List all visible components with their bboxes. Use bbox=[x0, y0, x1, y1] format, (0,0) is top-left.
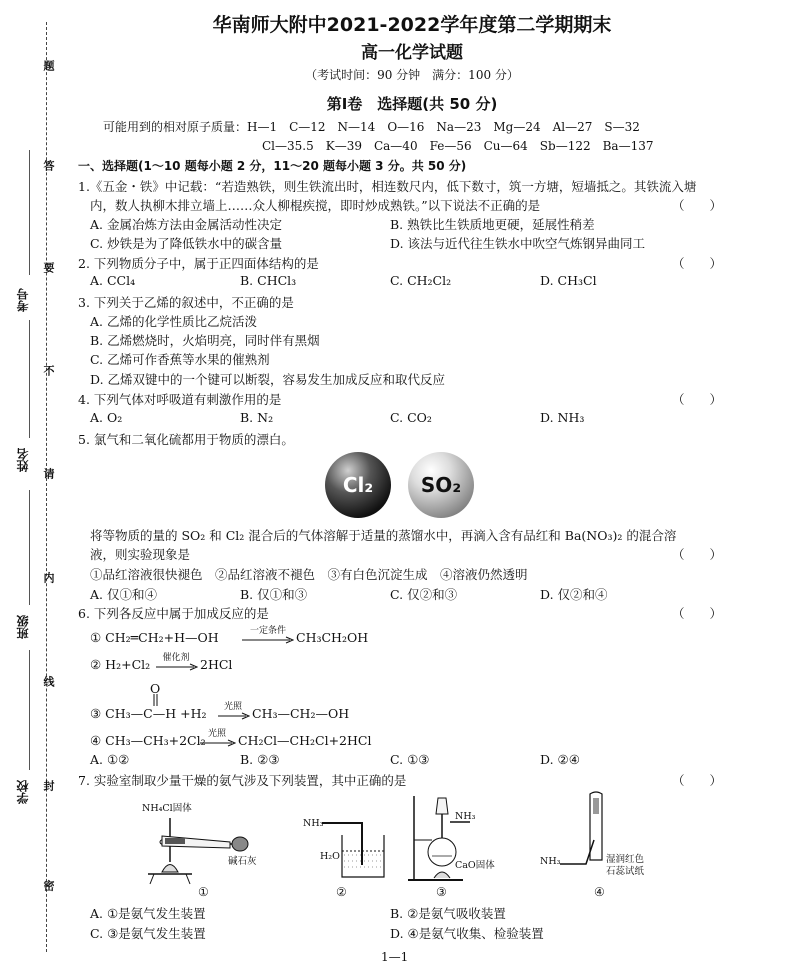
q6-option-d: D. ②④ bbox=[540, 752, 580, 767]
fig1-label: NH₄Cl固体 bbox=[142, 803, 192, 814]
field-line bbox=[29, 490, 30, 605]
answer-paren: （ ） bbox=[672, 256, 723, 271]
q6-option-b: B. ②③ bbox=[240, 752, 280, 767]
q6-reaction-3: ③ CH₃—C—H +H₂ bbox=[90, 706, 207, 721]
q4-option-d: D. NH₃ bbox=[540, 410, 585, 425]
field-line bbox=[29, 650, 30, 770]
q2-option-c: C. CH₂Cl₂ bbox=[390, 273, 452, 288]
q5-option-c: C. 仅②和③ bbox=[390, 587, 458, 602]
answer-paren: （ ） bbox=[672, 392, 723, 407]
q5-items: ①品红溶液很快褪色 ②品红溶液不褪色 ③有白色沉淀生成 ④溶液仍然透明 bbox=[90, 567, 528, 582]
q6-r3-condition: 光照 bbox=[223, 702, 242, 712]
answer-paren: （ ） bbox=[672, 198, 723, 213]
q3-stem: 3. 下列关于乙烯的叙述中，不正确的是 bbox=[78, 295, 294, 310]
atomic-masses-line-1: 可能用到的相对原子质量：H—1 C—12 N—14 O—16 Na—23 Mg—24 Al—27 S—32 bbox=[103, 120, 640, 134]
section-heading: 第Ⅰ卷 选择题(共 50 分) bbox=[326, 95, 498, 113]
field-class: 班级 bbox=[16, 615, 30, 639]
q2-stem: 2. 下列物质分子中，属于正四面体结构的是 bbox=[78, 256, 319, 271]
reaction-arrow-icon bbox=[242, 636, 294, 644]
atomic-masses-line-2: Cl—35.5 K—39 Ca—40 Fe—56 Cu—64 Sb—122 Ba—137 bbox=[262, 139, 654, 153]
q7-option-b: B. ②是氨气吸收装置 bbox=[390, 906, 506, 921]
inverted-tube-figure bbox=[560, 790, 610, 875]
q6-r2-condition: 催化剂 bbox=[162, 653, 190, 663]
page-number: 1—1 bbox=[381, 950, 409, 964]
q4-option-a: A. O₂ bbox=[90, 410, 123, 425]
field-school: 学校 bbox=[16, 780, 30, 804]
q6-option-c: C. ①③ bbox=[390, 752, 430, 767]
q6-r4-condition: 光照 bbox=[207, 729, 226, 739]
q4-stem: 4. 下列气体对呼吸道有刺激作用的是 bbox=[78, 392, 282, 407]
q6-r3-product: CH₃—CH₂—OH bbox=[252, 706, 350, 721]
q2-option-b: B. CHCl₃ bbox=[240, 273, 297, 288]
cl2-label: Cl₂ bbox=[342, 473, 374, 497]
binding-margin bbox=[0, 0, 64, 974]
field-line bbox=[29, 320, 30, 438]
fig4-label-1: 湿润红色 bbox=[606, 854, 645, 865]
part-title: 一、选择题(1～10 题每小题 2 分，11～20 题每小题 3 分。共 50 分) bbox=[78, 159, 467, 173]
exam-subtitle: 高一化学试题 bbox=[361, 43, 463, 63]
answer-paren: （ ） bbox=[672, 773, 723, 788]
binder-char: 答 bbox=[42, 160, 55, 171]
q3-option-d: D. 乙烯双键中的一个键可以断裂，容易发生加成反应和取代反应 bbox=[90, 372, 446, 387]
binder-char: 不 bbox=[42, 365, 55, 376]
binder-char: 线 bbox=[42, 676, 55, 687]
q7-option-c: C. ③是氨气发生装置 bbox=[90, 926, 206, 941]
q6-stem: 6. 下列各反应中属于加成反应的是 bbox=[78, 606, 269, 621]
heating-apparatus-figure bbox=[140, 812, 270, 887]
q5-option-d: D. 仅②和④ bbox=[540, 587, 608, 602]
reaction-arrow-icon bbox=[218, 712, 250, 720]
q4-option-c: C. CO₂ bbox=[390, 410, 432, 425]
binder-char: 内 bbox=[42, 572, 55, 583]
q6-option-a: A. ①② bbox=[90, 752, 130, 767]
fig3-number: ③ bbox=[436, 885, 447, 899]
binder-char: 密 bbox=[42, 880, 55, 891]
binder-char: 请 bbox=[42, 468, 55, 479]
q6-r3-oxygen: O bbox=[150, 681, 161, 696]
q6-r1-product: CH₃CH₂OH bbox=[296, 630, 369, 645]
fig2-nh3-label: NH₃ bbox=[303, 818, 324, 829]
double-bond-icon bbox=[152, 694, 160, 706]
q1-option-c: C. 炒铁是为了降低铁水中的碳含量 bbox=[90, 236, 283, 251]
q4-option-b: B. N₂ bbox=[240, 410, 274, 425]
binder-char: 封 bbox=[42, 780, 55, 791]
q5-stem: 5. 氯气和二氧化硫都用于物质的漂白。 bbox=[78, 432, 294, 447]
reaction-arrow-icon bbox=[200, 739, 236, 747]
field-exam-number: 考号 bbox=[16, 288, 30, 312]
field-line bbox=[29, 150, 30, 275]
q5-option-a: A. 仅①和④ bbox=[90, 587, 157, 602]
q5-text-line-2: 液，则实验现象是 bbox=[90, 547, 191, 562]
q6-r2-product: 2HCl bbox=[200, 657, 233, 672]
cl2-sphere-icon bbox=[325, 452, 391, 518]
answer-paren: （ ） bbox=[672, 606, 723, 621]
q6-reaction-1: ① CH₂═CH₂+H—OH bbox=[90, 630, 219, 645]
q7-stem: 7. 实验室制取少量干燥的氨气涉及下列装置，其中正确的是 bbox=[78, 773, 407, 788]
field-name: 姓名 bbox=[16, 448, 30, 472]
q5-option-b: B. 仅①和③ bbox=[240, 587, 308, 602]
exam-meta: （考试时间：90 分钟 满分：100 分） bbox=[305, 68, 519, 82]
q1-option-d: D. 该法与近代往生铁水中吹空气炼钢异曲同工 bbox=[390, 236, 646, 251]
fig1-number: ① bbox=[198, 885, 209, 899]
q5-text-line-1: 将等物质的量的 SO₂ 和 Cl₂ 混合后的气体溶解于适量的蒸馏水中，再滴入含有品红和 Ba(NO₃)₂ 的混合溶 bbox=[90, 528, 677, 543]
fig4-nh3-label: NH₃ bbox=[540, 856, 561, 867]
q3-option-b: B. 乙烯燃烧时，火焰明亮，同时伴有黑烟 bbox=[90, 333, 320, 348]
q6-r1-condition: 一定条件 bbox=[249, 626, 286, 636]
q2-option-a: A. CCl₄ bbox=[90, 273, 136, 288]
q1-option-b: B. 熟铁比生铁质地更硬，延展性稍差 bbox=[390, 217, 595, 232]
q1-option-a: A. 金属冶炼方法由金属活动性决定 bbox=[90, 217, 282, 232]
reaction-arrow-icon bbox=[156, 663, 198, 671]
q1-stem-line-2: 内，数人执柳木排立墙上……众人柳棍疾搅，即时炒成熟铁。”以下说法不正确的是 bbox=[90, 198, 541, 213]
q7-option-d: D. ④是氨气收集、检验装置 bbox=[390, 926, 544, 941]
q3-option-c: C. 乙烯可作香蕉等水果的催熟剂 bbox=[90, 352, 270, 367]
answer-paren: （ ） bbox=[672, 547, 723, 562]
binder-char: 要 bbox=[42, 262, 55, 273]
q1-stem-line-1: 1.《五金・铁》中记载：“若造熟铁，则生铁流出时，相连数尺内，低下数寸，筑一方塘，短墙抵之。其铁流入塘 bbox=[78, 179, 697, 194]
q6-reaction-4: ④ CH₃—CH₃+2Cl₂ bbox=[90, 733, 206, 748]
fig3-nh3-label: NH₃ bbox=[455, 811, 476, 822]
exam-title: 华南师大附中2021-2022学年度第二学期期末 bbox=[212, 14, 612, 36]
fig1-label-2: 碱石灰 bbox=[228, 856, 257, 867]
q3-option-a: A. 乙烯的化学性质比乙烷活泼 bbox=[90, 314, 257, 329]
so2-label: SO₂ bbox=[420, 473, 462, 497]
fig2-number: ② bbox=[336, 885, 347, 899]
fig2-h2o-label: H₂O bbox=[320, 851, 340, 862]
binder-char: 题 bbox=[42, 60, 55, 71]
q6-r4-product: CH₂Cl—CH₂Cl+2HCl bbox=[238, 733, 372, 748]
q6-reaction-2: ② H₂+Cl₂ bbox=[90, 657, 151, 672]
fig3-cao-label: CaO固体 bbox=[455, 860, 495, 871]
so2-sphere-icon bbox=[408, 452, 474, 518]
fig4-label-2: 石蕊试纸 bbox=[606, 866, 645, 877]
q2-option-d: D. CH₃Cl bbox=[540, 273, 597, 288]
q7-option-a: A. ①是氨气发生装置 bbox=[90, 906, 206, 921]
fig4-number: ④ bbox=[594, 885, 605, 899]
absorption-beaker-figure bbox=[322, 815, 394, 880]
